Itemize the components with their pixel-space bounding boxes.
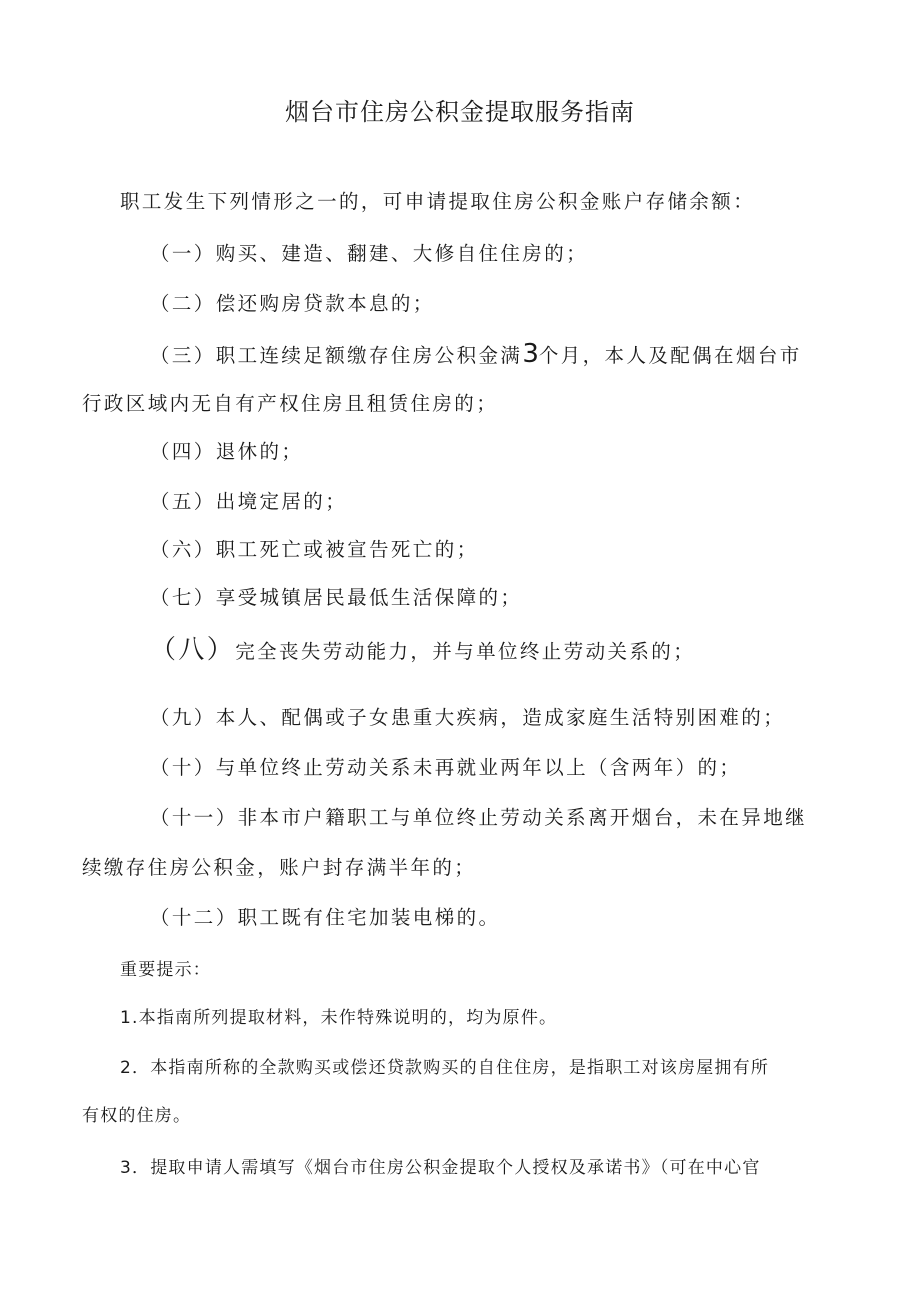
notes-heading: 重要提示： — [120, 960, 211, 980]
list-item-10: （十）与单位终止劳动关系未再就业两年以上（含两年）的； — [150, 756, 742, 779]
list-item-4: （四）退休的； — [150, 440, 304, 463]
list-item-11-continuation: 续缴存住房公积金，账户封存满半年的； — [82, 856, 477, 879]
list-item-2: （二）偿还购房贷款本息的； — [150, 292, 435, 315]
list-item-3-continuation: 行政区域内无自有产权住房且租赁住房的； — [82, 392, 499, 415]
list-item-3-number: 3 — [522, 339, 539, 369]
intro-paragraph: 职工发生下列情形之一的，可申请提取住房公积金账户存储余额： — [120, 190, 756, 213]
list-item-9: （九）本人、配偶或子女患重大疾病，造成家庭生活特别困难的； — [150, 706, 786, 729]
list-item-7: （七）享受城镇居民最低生活保障的； — [150, 586, 523, 609]
note-2-continuation: 有权的住房。 — [82, 1106, 192, 1126]
list-item-8-marker: （八） — [150, 635, 236, 665]
list-item-3-text-b: 个月，本人及配偶在烟台市 — [538, 344, 802, 367]
list-item-1: （一）购买、建造、翻建、大修自住住房的； — [150, 242, 589, 265]
list-item-5: （五）出境定居的； — [150, 490, 348, 513]
note-3: 3．提取申请人需填写《烟台市住房公积金提取个人授权及承诺书》（可在中心官 — [120, 1158, 761, 1178]
list-item-8-text: 完全丧失劳动能力，并与单位终止劳动关系的； — [235, 640, 696, 663]
list-item-6: （六）职工死亡或被宣告死亡的； — [150, 538, 479, 561]
note-1: 1.本指南所列提取材料，未作特殊说明的，均为原件。 — [120, 1008, 558, 1028]
list-item-8 — [150, 635, 696, 665]
note-2: 2．本指南所称的全款购买或偿还贷款购买的自住住房，是指职工对该房屋拥有所 — [120, 1058, 770, 1078]
page-title: 烟台市住房公积金提取服务指南 — [285, 98, 635, 126]
list-item-11: （十一）非本市户籍职工与单位终止劳动关系离开烟台，未在异地继 — [150, 806, 808, 829]
list-item-3-text-a: （三）职工连续足额缴存住房公积金满 — [150, 344, 523, 367]
list-item-12: （十二）职工既有住宅加装电梯的。 — [150, 906, 501, 929]
list-item-3 — [150, 339, 802, 369]
